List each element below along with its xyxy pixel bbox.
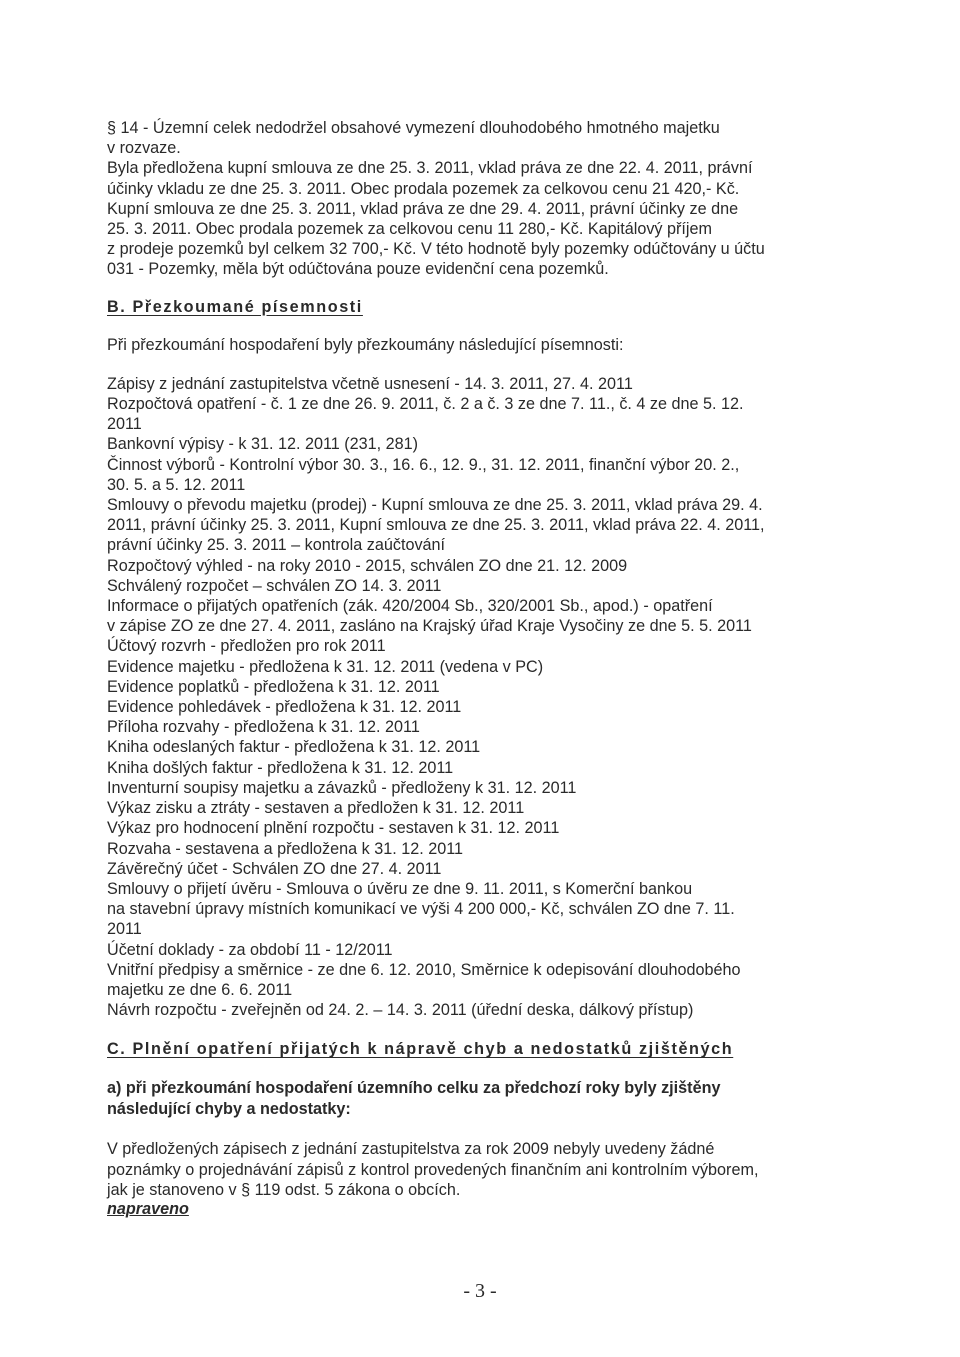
- document-entry-line: Vnitřní předpisy a směrnice - ze dne 6. 12. 2010, Směrnice k odepisování dlouhodobého: [107, 960, 741, 979]
- subheading-line: následující chyby a nedostatky:: [107, 1100, 351, 1119]
- section-b-heading: B. Přezkoumané písemnosti: [107, 297, 363, 316]
- text-line: poznámky o projednávání zápisů z kontrol provedených finančním ani kontrolním výborem,: [107, 1160, 759, 1179]
- subheading-line: a) při přezkoumání hospodaření územního celku za předchozí roky byly zjištěny: [107, 1079, 721, 1098]
- document-entry-line: Rozpočtová opatření - č. 1 ze dne 26. 9. 2011, č. 2 a č. 3 ze dne 7. 11., č. 4 ze dne 5. 12.: [107, 395, 744, 414]
- text-line: účinky vkladu ze dne 25. 3. 2011. Obec prodala pozemek za celkovou cenu 21 420,- Kč.: [107, 179, 740, 198]
- text-line: v rozvaze.: [107, 139, 181, 158]
- text-line: Kupní smlouva ze dne 25. 3. 2011, vklad práva ze dne 29. 4. 2011, právní účinky ze dne: [107, 199, 739, 218]
- document-entry-line: Smlouvy o přijetí úvěru - Smlouva o úvěru ze dne 9. 11. 2011, s Komerční bankou: [107, 879, 693, 898]
- document-entry-line: Smlouvy o převodu majetku (prodej) - Kupní smlouva ze dne 25. 3. 2011, vklad práva 29. 4.: [107, 496, 763, 515]
- text-line: z prodeje pozemků byl celkem 32 700,- Kč. V této hodnotě byly pozemky odúčtovány u účtu: [107, 240, 765, 259]
- document-entry-line: Evidence majetku - předložena k 31. 12. 2011 (vedena v PC): [107, 657, 544, 676]
- document-entry-line: Inventurní soupisy majetku a závazků - předloženy k 31. 12. 2011: [107, 778, 577, 797]
- text-line: jak je stanoveno v § 119 odst. 5 zákona o obcích.: [107, 1180, 461, 1199]
- document-entry-line: Schválený rozpočet – schválen ZO 14. 3. 2011: [107, 576, 442, 595]
- text-line: § 14 - Územní celek nedodržel obsahové vymezení dlouhodobého hmotného majetku: [107, 119, 720, 137]
- document-entry-line: majetku ze dne 6. 6. 2011: [107, 980, 293, 999]
- document-entry-line: Evidence pohledávek - předložena k 31. 12. 2011: [107, 698, 462, 717]
- document-entry-line: Informace o přijatých opatřeních (zák. 420/2004 Sb., 320/2001 Sb., apod.) - opatření: [107, 597, 713, 616]
- document-entry-line: na stavební úpravy místních komunikací ve výši 4 200 000,- Kč, schválen ZO dne 7. 11.: [107, 900, 735, 919]
- document-entry-line: Zápisy z jednání zastupitelstva včetně usnesení - 14. 3. 2011, 27. 4. 2011: [107, 374, 633, 393]
- document-entry-line: Evidence poplatků - předložena k 31. 12. 2011: [107, 677, 440, 696]
- document-entry-line: Návrh rozpočtu - zveřejněn od 24. 2. – 14. 3. 2011 (úřední deska, dálkový přístup): [107, 1001, 694, 1020]
- document-entry-line: Kniha odeslaných faktur - předložena k 31. 12. 2011: [107, 738, 481, 757]
- documents-list: [107, 374, 847, 1021]
- document-entry-line: Rozvaha - sestavena a předložena k 31. 12. 2011: [107, 839, 464, 858]
- status-label: napraveno: [107, 1199, 189, 1218]
- document-entry-line: v zápise ZO ze dne 27. 4. 2011, zasláno na Krajský úřad Kraje Vysočiny ze dne 5. 5. 2011: [107, 617, 752, 636]
- section-b-intro: Při přezkoumání hospodaření byly přezkoumány následující písemnosti:: [107, 335, 624, 354]
- finding-14: [107, 118, 847, 280]
- document-entry-line: 2011: [107, 415, 142, 434]
- finding-text: [107, 1139, 847, 1200]
- text-line: Byla předložena kupní smlouva ze dne 25. 3. 2011, vklad práva ze dne 22. 4. 2011, právní: [107, 159, 753, 178]
- document-entry-line: Závěrečný účet - Schválen ZO dne 27. 4. 2011: [107, 859, 442, 878]
- text-line: V předložených zápisech z jednání zastupitelstva za rok 2009 nebyly uvedeny žádné: [107, 1140, 715, 1159]
- document-entry-line: Výkaz pro hodnocení plnění rozpočtu - sestaven k 31. 12. 2011: [107, 819, 560, 838]
- document-entry-line: Rozpočtový výhled - na roky 2010 - 2015, schválen ZO dne 21. 12. 2009: [107, 556, 628, 575]
- document-entry-line: Účetní doklady - za období 11 - 12/2011: [107, 940, 393, 959]
- document-entry-line: 2011: [107, 920, 142, 939]
- document-entry-line: Bankovní výpisy - k 31. 12. 2011 (231, 281): [107, 435, 419, 454]
- document-entry-line: Kniha došlých faktur - předložena k 31. 12. 2011: [107, 758, 454, 777]
- page-number: - 3 -: [463, 1280, 497, 1302]
- section-c-heading: C. Plnění opatření přijatých k nápravě chyb a nedostatků zjištěných: [107, 1040, 734, 1059]
- document-entry-line: Činnost výborů - Kontrolní výbor 30. 3., 16. 6., 12. 9., 31. 12. 2011, finanční výbor 20. 2.,: [107, 455, 740, 474]
- document-entry-line: právní účinky 25. 3. 2011 – kontrola zaúčtování: [107, 536, 446, 555]
- text-line: 031 - Pozemky, měla být odúčtována pouze evidenční cena pozemků.: [107, 260, 609, 279]
- document-entry-line: Příloha rozvahy - předložena k 31. 12. 2011: [107, 718, 420, 737]
- section-c-subheading: [107, 1078, 847, 1120]
- document-entry-line: Účtový rozvrh - předložen pro rok 2011: [107, 637, 386, 656]
- document-page: [107, 118, 847, 1219]
- text-line: 25. 3. 2011. Obec prodala pozemek za celkovou cenu 11 280,- Kč. Kapitálový příjem: [107, 220, 712, 239]
- document-entry-line: 30. 5. a 5. 12. 2011: [107, 475, 246, 494]
- document-entry-line: 2011, právní účinky 25. 3. 2011, Kupní smlouva ze dne 25. 3. 2011, vklad práva 22. 4. 2011,: [107, 516, 765, 535]
- document-entry-line: Výkaz zisku a ztráty - sestaven a předložen k 31. 12. 2011: [107, 799, 525, 818]
